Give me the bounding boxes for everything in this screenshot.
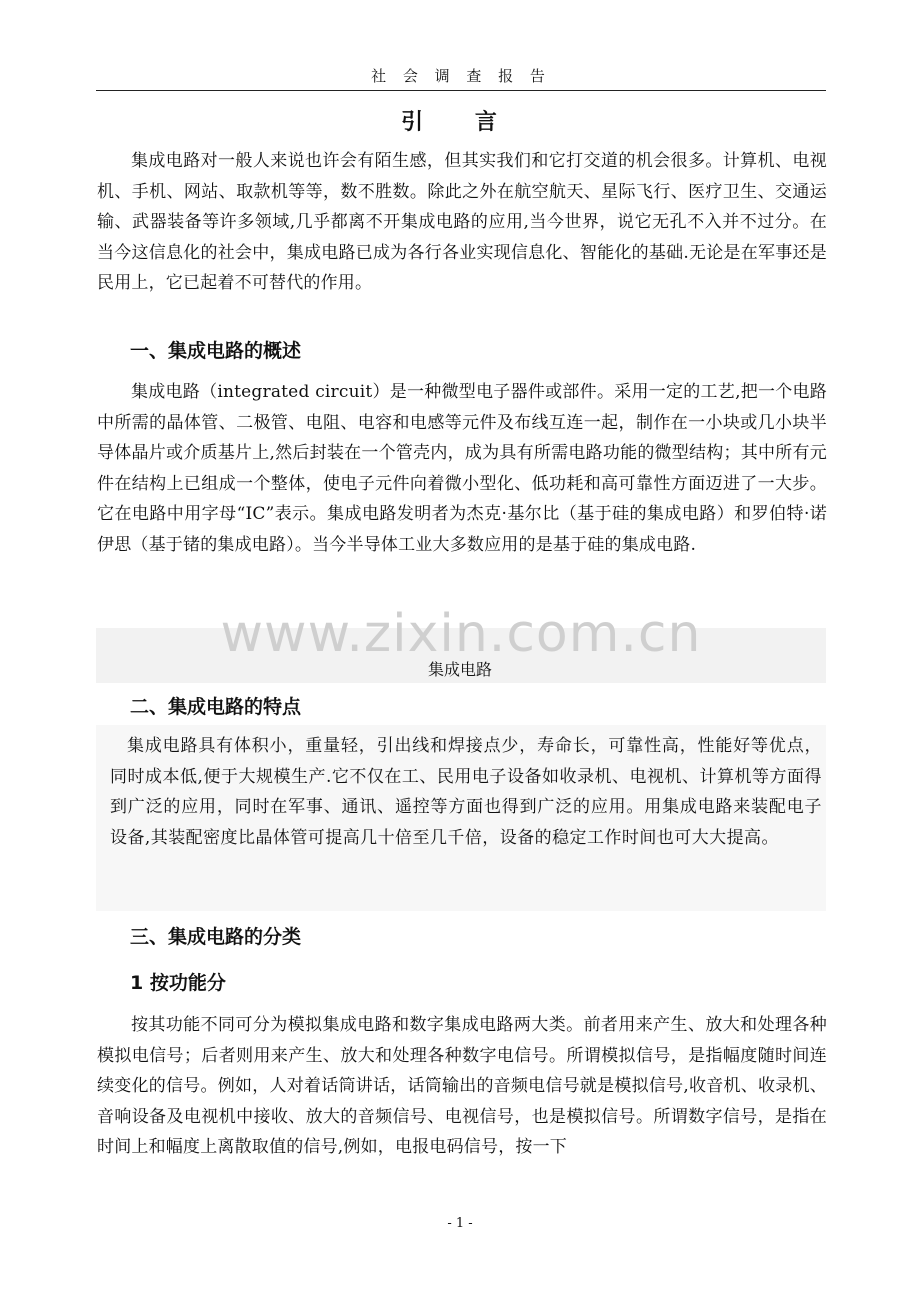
section-1-heading: 一、集成电路的概述 <box>130 340 302 362</box>
watermark: www.zixin.com.cn <box>220 604 702 664</box>
intro-paragraph: 集成电路对一般人来说也许会有陌生感，但其实我们和它打交道的机会很多。计算机、电视机、手机、网站、取款机等等，数不胜数。除此之外在航空航天、星际飞行、医疗卫生、交通运输、武器装备等许多领域,几乎都离不开集成电路的应用,当今世界，说它无孔不入并不过分。在当今这信息化的社会中，集成电路已成为各行各业实现信息化、智能化的基础.无论是在军事还是民用上，它已起着不可替代的作用。 <box>97 151 827 293</box>
section-3-paragraph: 按其功能不同可分为模拟集成电路和数字集成电路两大类。前者用来产生、放大和处理各种模拟电信号；后者则用来产生、放大和处理各种数字电信号。所谓模拟信号，是指幅度随时间连续变化的信号。例如，人对着话筒讲话，话筒输出的音频电信号就是模拟信号,收音机、收录机、音响设备及电视机中接收、放大的音频信号、电视信号，也是模拟信号。所谓数字信号，是指在时间上和幅度上离散取值的信号,例如，电报电码信号，按一下 <box>97 1015 827 1157</box>
section-2-heading: 二、集成电路的特点 <box>130 696 302 718</box>
page-title: 引 言 <box>401 110 519 135</box>
section-3-subheading: 1 按功能分 <box>130 972 226 994</box>
section-2-paragraph: 集成电路具有体积小，重量轻，引出线和焊接点少，寿命长，可靠性高，性能好等优点，同时成本低,便于大规模生产.它不仅在工、民用电子设备如收录机、电视机、计算机等方面得到广泛的应用，同时在军事、通讯、遥控等方面也得到广泛的应用。用集成电路来装配电子设备,其装配密度比晶体管可提高几十倍至几千倍，设备的稳定工作时间也可大大提高。 <box>110 736 822 848</box>
page-header: 社 会 调 查 报 告 <box>96 66 826 91</box>
figure-caption: 集成电路 <box>427 660 492 679</box>
page-number: - 1 - <box>447 1216 473 1231</box>
section-3-heading: 三、集成电路的分类 <box>130 926 302 948</box>
section-1-paragraph: 集成电路（integrated circuit）是一种微型电子器件或部件。采用一定的工艺,把一个电路中所需的晶体管、二极管、电阻、电容和电感等元件及布线互连一起，制作在一小块或几小块半导体晶片或介质基片上,然后封装在一个管壳内，成为具有所需电路功能的微型结构；其中所有元件在结构上已组成一个整体，使电子元件向着微小型化、低功耗和高可靠性方面迈进了一大步。它在电路中用字母“IC”表示。集成电路发明者为杰克·基尔比（基于硅的集成电路）和罗伯特·诺伊思（基于锗的集成电路）。当今半导体工业大多数应用的是基于硅的集成电路. <box>97 382 827 555</box>
